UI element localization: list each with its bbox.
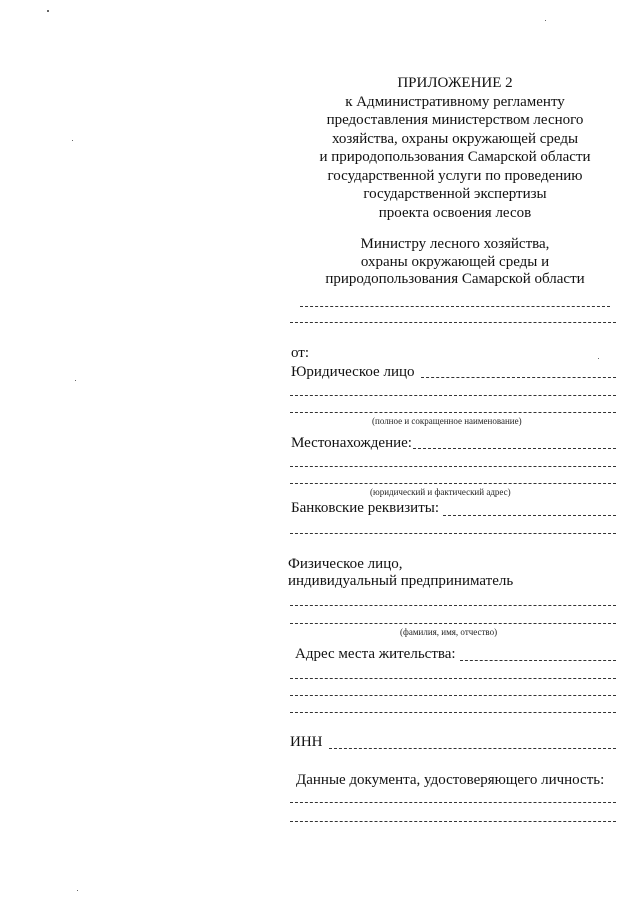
appendix-line: проекта освоения лесов (378, 204, 532, 221)
individual-name-field (290, 623, 616, 624)
scan-speck (72, 140, 73, 141)
location-field (413, 448, 616, 449)
scan-speck (77, 890, 78, 891)
scan-speck (75, 380, 76, 381)
appendix-line: государственной экспертизы (363, 186, 547, 202)
scan-speck (545, 20, 546, 21)
appendix-line: к Административному регламенту (345, 93, 565, 110)
id-document-field (290, 821, 616, 822)
residence-field (290, 695, 616, 696)
appendix-line: и природопользования Самарской области (319, 149, 591, 165)
location-field (290, 483, 616, 484)
addressee-blank-line (290, 322, 616, 323)
addressee-line: охраны окружающей среды и (360, 253, 550, 270)
appendix-line: предоставления министерством лесного (326, 112, 584, 128)
legal-entity-field (421, 377, 616, 378)
appendix-line: государственной услуги по проведению (327, 167, 583, 184)
id-document-field (290, 802, 616, 803)
bank-details-field (290, 533, 616, 534)
bank-details-label: Банковские реквизиты: (291, 500, 440, 516)
individual-label: индивидуальный предприниматель (288, 573, 514, 589)
individual-caption: (фамилия, имя, отчество) (400, 627, 498, 637)
residence-label: Адрес места жительства: (295, 646, 456, 662)
individual-name-field (290, 605, 616, 606)
individual-label: Физическое лицо, (288, 556, 403, 572)
legal-entity-caption: (полное и сокращенное наименование) (372, 416, 522, 426)
appendix-header (290, 74, 620, 222)
legal-entity-field (290, 395, 616, 396)
addressee-blank-line (300, 306, 610, 307)
residence-field (290, 712, 616, 713)
bank-details-field (443, 515, 616, 516)
inn-field (329, 748, 616, 749)
addressee-line: природопользования Самарской области (325, 271, 585, 287)
location-field (290, 466, 616, 467)
residence-field (460, 660, 616, 661)
appendix-line: хозяйства, охраны окружающей среды (331, 130, 579, 147)
location-caption: (юридический и фактический адрес) (370, 487, 511, 497)
addressee-line: Министру лесного хозяйства, (360, 236, 550, 252)
id-document-label: Данные документа, удостоверяющего личность: (296, 772, 605, 788)
addressee-block (290, 236, 620, 289)
legal-entity-field (290, 412, 616, 413)
scan-speck (47, 10, 49, 12)
appendix-title: ПРИЛОЖЕНИЕ 2 (397, 75, 513, 91)
from-label: от: (291, 345, 310, 361)
location-label: Местонахождение: (291, 435, 412, 451)
inn-label: ИНН (290, 734, 323, 750)
residence-field (290, 678, 616, 679)
scan-speck (598, 358, 599, 359)
legal-entity-label: Юридическое лицо (291, 364, 415, 380)
